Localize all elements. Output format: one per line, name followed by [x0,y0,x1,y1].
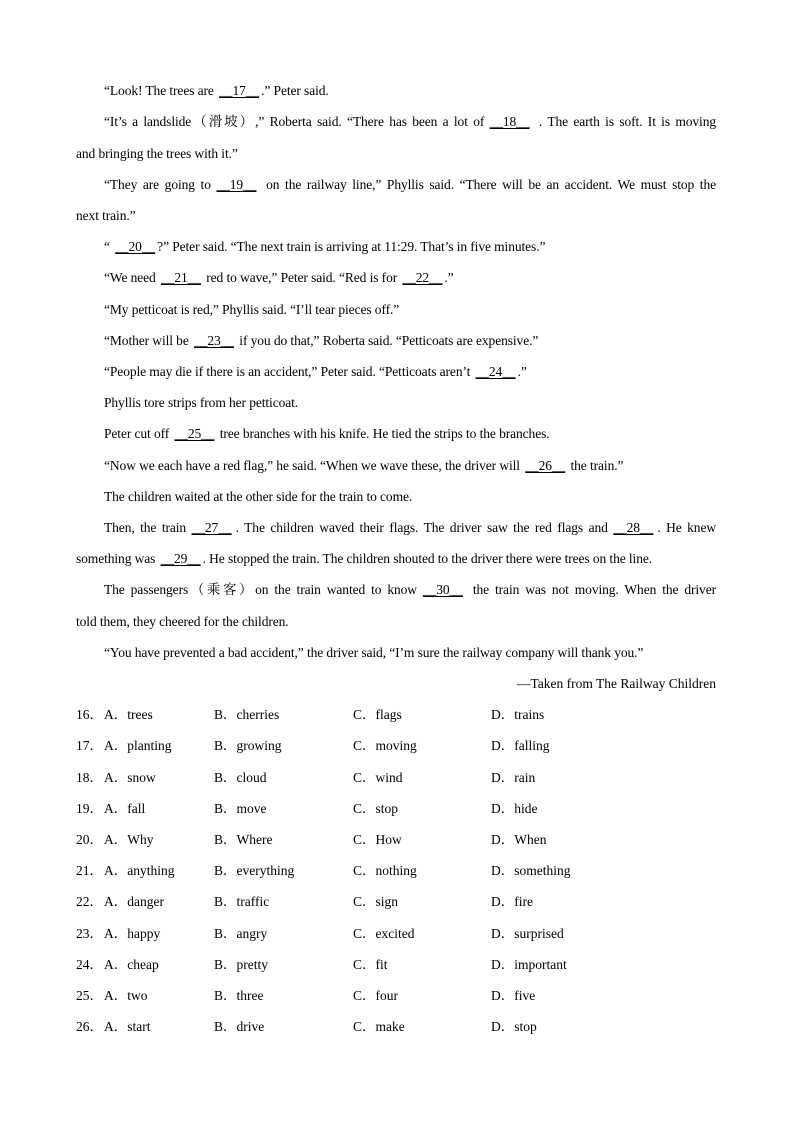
text: “It’s a landslide（滑坡）,” Roberta said. “There has been a lot of [104,114,490,129]
blank-30: __30__ [422,582,463,597]
question-number: 17． [76,738,103,753]
passage-line-12 [104,425,716,443]
passage-line-4 [104,176,716,194]
option-a[interactable]: A．happy [104,926,161,941]
text: “They are going to [104,177,217,192]
option-a[interactable]: A．planting [104,738,172,753]
option-a[interactable]: A．fall [104,801,146,816]
passage-line-3: and bringing the trees with it.” [76,146,238,161]
option-d[interactable]: D．something [491,863,571,878]
option-c[interactable]: C．flags [353,707,402,722]
option-d[interactable]: D．stop [491,1019,537,1034]
question-number: 19． [76,801,103,816]
passage-line-9 [104,332,716,350]
option-c[interactable]: C．make [353,1019,405,1034]
option-b[interactable]: B．move [214,801,267,816]
text: . He stopped the train. The children shouted to the driver there were trees on the line. [202,551,653,566]
question-number: 21． [76,863,103,878]
option-c[interactable]: C．stop [353,801,399,816]
blank-28: __28__ [613,520,654,535]
question-18 [76,769,716,787]
passage-line-14: The children waited at the other side for the train to come. [104,489,413,504]
option-d[interactable]: D．falling [491,738,550,753]
option-c[interactable]: C．four [353,988,398,1003]
option-a[interactable]: A．anything [104,863,175,878]
passage-line-11: Phyllis tore strips from her petticoat. [104,395,299,410]
question-22 [76,893,716,911]
question-number: 24． [76,957,103,972]
option-b[interactable]: B．growing [214,738,282,753]
option-b[interactable]: B．angry [214,926,268,941]
option-b[interactable]: B．traffic [214,894,270,909]
question-number: 25． [76,988,103,1003]
text: . The children waved their flags. The driver saw the red flags and [235,520,614,535]
text: . He knew [657,520,717,535]
passage-line-18: told them, they cheered for the children. [76,614,289,629]
option-b[interactable]: B．Where [214,832,273,847]
option-c[interactable]: C．nothing [353,863,417,878]
option-a[interactable]: A．trees [104,707,153,722]
option-d[interactable]: D．hide [491,801,538,816]
blank-19: __19__ [216,177,257,192]
question-number: 23． [76,926,103,941]
option-a[interactable]: A．start [104,1019,151,1034]
option-b[interactable]: B．pretty [214,957,268,972]
question-16 [76,706,716,724]
blank-21: __21__ [161,270,201,285]
passage-line-16 [76,550,716,568]
blank-23: __23__ [194,333,234,348]
option-c[interactable]: C．How [353,832,402,847]
text: The passengers（乘客）on the train wanted to know [104,582,423,597]
text: . The earth is soft. It is moving [533,114,716,129]
option-a[interactable]: A．cheap [104,957,159,972]
text: tree branches with his knife. He tied the strips to the branches. [216,426,550,441]
text: the train was not moving. When the driver [466,582,716,597]
passage-line-19: “You have prevented a bad accident,” the driver said, “I’m sure the railway company will thank you.” [104,645,644,660]
passage-line-1 [104,82,716,100]
blank-27: __27__ [191,520,232,535]
source-citation: —Taken from The Railway Children [516,676,716,691]
option-d[interactable]: D．When [491,832,547,847]
option-d[interactable]: D．important [491,957,567,972]
passage-line-7 [104,269,716,287]
option-c[interactable]: C．sign [353,894,399,909]
question-number: 22． [76,894,103,909]
text: “ [104,239,114,254]
blank-25: __25__ [174,426,215,441]
text: Then, the train [104,520,192,535]
text: if you do that,” Roberta said. “Petticoats are expensive.” [236,333,539,348]
passage-line-5: next train.” [76,208,136,223]
question-number: 16． [76,707,103,722]
passage-line-10 [104,363,716,381]
option-c[interactable]: C．excited [353,926,415,941]
option-b[interactable]: B．three [214,988,264,1003]
question-24 [76,956,716,974]
blank-20: __20__ [115,239,156,254]
option-d[interactable]: D．surprised [491,926,564,941]
option-d[interactable]: D．fire [491,894,533,909]
text: ?” Peter said. “The next train is arriving at 11:29. That’s in five minutes.” [157,239,546,254]
text: on the railway line,” Phyllis said. “There will be an accident. We must stop the [260,177,717,192]
passage-line-2 [104,113,716,131]
text: .” Peter said. [261,83,329,98]
blank-22: __22__ [402,270,443,285]
blank-17: __17__ [219,83,260,98]
question-20 [76,831,716,849]
option-a[interactable]: A．danger [104,894,164,909]
blank-24: __24__ [475,364,516,379]
text: red to wave,” Peter said. “Red is for [202,270,401,285]
option-b[interactable]: B．cloud [214,770,267,785]
option-b[interactable]: B．drive [214,1019,265,1034]
text: “Now we each have a red flag,” he said. “When we wave these, the driver will [104,458,524,473]
blank-26: __26__ [525,458,566,473]
blank-18: __18__ [489,114,530,129]
text: Peter cut off [104,426,173,441]
option-b[interactable]: B．cherries [214,707,280,722]
question-19 [76,800,716,818]
text: the train.” [567,458,624,473]
text: .” [444,270,454,285]
question-23 [76,925,716,943]
option-c[interactable]: C．fit [353,957,388,972]
question-number: 20． [76,832,103,847]
text: “Look! The trees are [104,83,218,98]
text: “We need [104,270,159,285]
question-17 [76,737,716,755]
option-b[interactable]: B．everything [214,863,295,878]
text: “Mother will be [104,333,193,348]
option-a[interactable]: A．Why [104,832,154,847]
question-25 [76,987,716,1005]
question-26 [76,1018,716,1036]
option-d[interactable]: D．trains [491,707,545,722]
option-c[interactable]: C．wind [353,770,403,785]
option-d[interactable]: D．five [491,988,536,1003]
passage-line-8: “My petticoat is red,” Phyllis said. “I’ll tear pieces off.” [104,302,400,317]
question-21 [76,862,716,880]
blank-29: __29__ [160,551,201,566]
passage-line-13 [104,457,716,475]
question-number: 18． [76,770,103,785]
passage-line-17 [104,581,716,599]
text: “People may die if there is an accident,” Peter said. “Petticoats aren’t [104,364,474,379]
text: .” [517,364,527,379]
passage-line-15 [104,519,716,537]
question-number: 26． [76,1019,103,1034]
option-a[interactable]: A．snow [104,770,156,785]
option-d[interactable]: D．rain [491,770,536,785]
passage-line-6 [104,238,716,256]
text: something was [76,551,159,566]
option-a[interactable]: A．two [104,988,148,1003]
option-c[interactable]: C．moving [353,738,417,753]
